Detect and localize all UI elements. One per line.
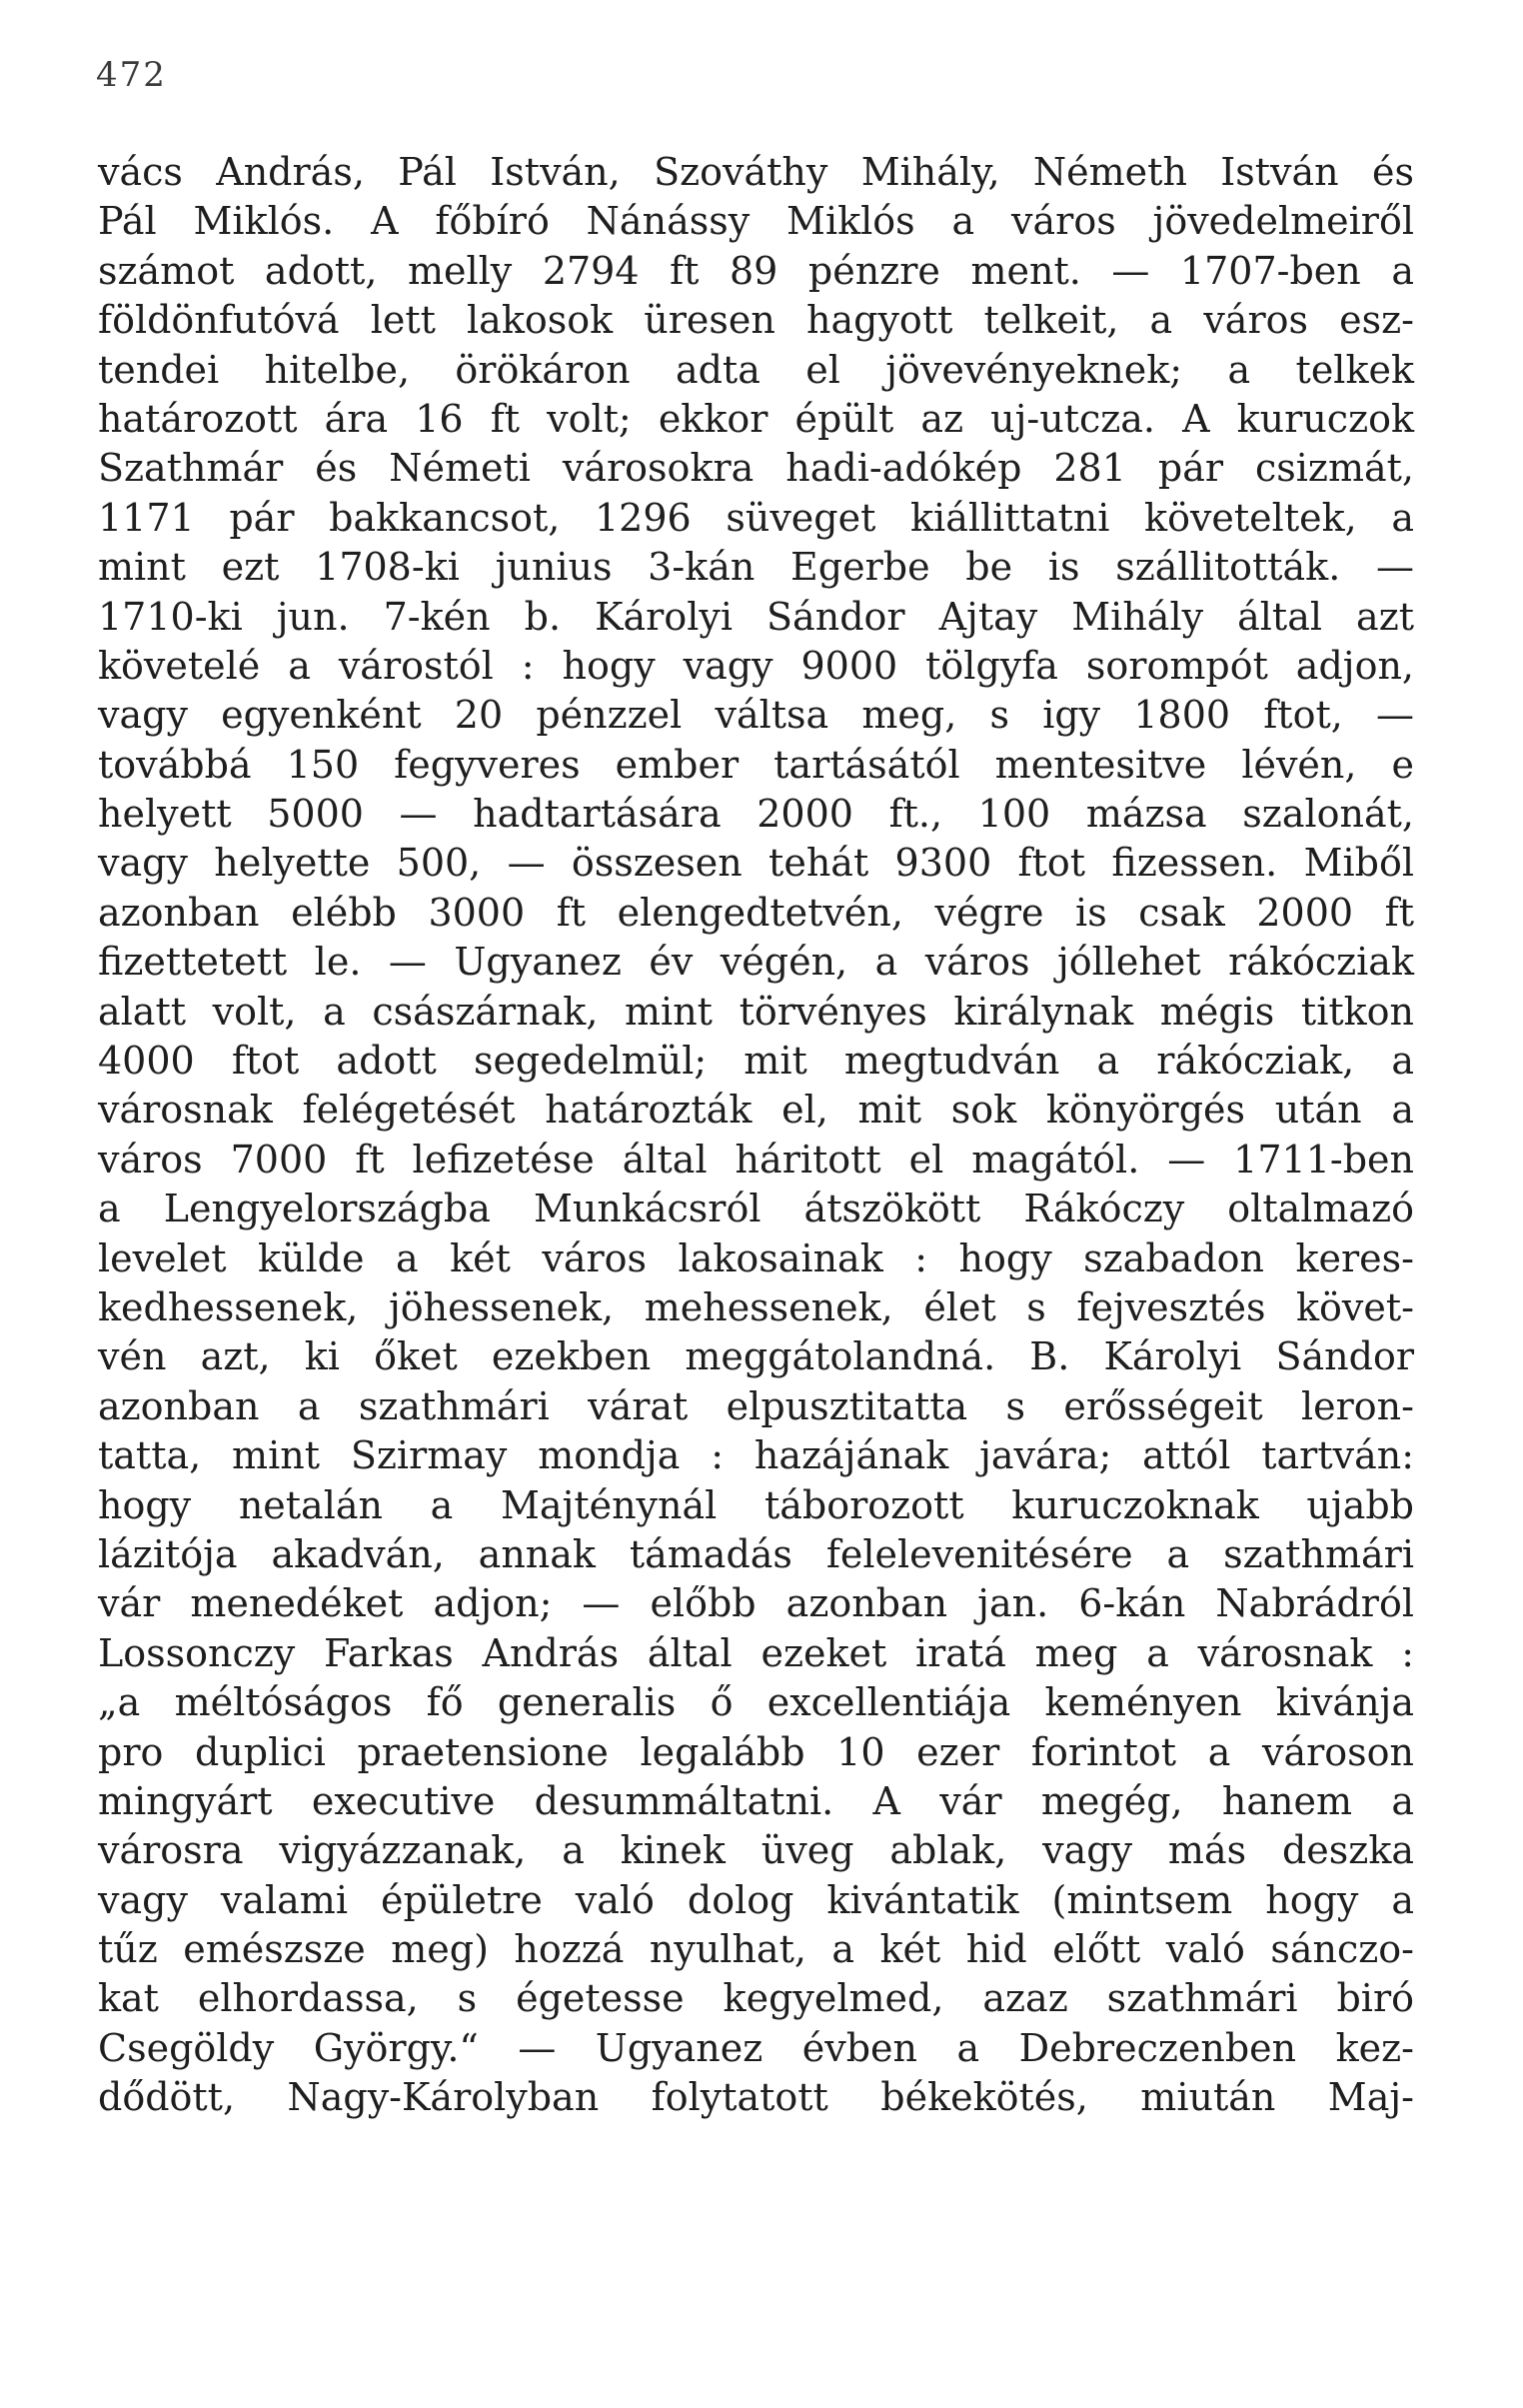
text-line: „a méltóságos fő generalis ő excellentiája keményen kivánja [98, 1680, 1414, 1725]
text-line: vár menedéket adjon; — előbb azonban jan. 6-kán Nabrádról [98, 1581, 1414, 1626]
text-line: pro duplici praetensione legalább 10 ezer forintot a városon [98, 1729, 1414, 1774]
text-line: határozott ára 16 ft volt; ekkor épült az uj-utcza. A kuruczok [98, 396, 1414, 441]
text-line: azonban a szathmári várat elpusztitatta s erősségeit leron- [98, 1383, 1414, 1428]
text-line: követelé a várostól : hogy vagy 9000 tölgyfa sorompót adjon, [98, 643, 1414, 688]
text-line: tendei hitelbe, örökáron adta el jövevényeknek; a telkek [98, 347, 1414, 392]
text-line: levelet külde a két város lakosainak : hogy szabadon keres- [98, 1235, 1414, 1280]
text-line: 1171 pár bakkancsot, 1296 süveget kiállittatni követeltek, a [98, 495, 1414, 540]
text-line: vács András, Pál István, Szováthy Mihály, Németh István és [98, 150, 1414, 194]
text-line: Szathmár és Németi városokra hadi-adókép 281 pár csizmát, [98, 446, 1414, 491]
text-line: 1710-ki jun. 7-kén b. Károlyi Sándor Ajtay Mihály által azt [98, 594, 1414, 639]
page-number: 472 [96, 55, 167, 95]
text-line: fizettetett le. — Ugyanez év végén, a város jóllehet rákócziak [98, 940, 1414, 985]
text-line: mint ezt 1708-ki junius 3-kán Egerbe be is szállitották. — [98, 545, 1414, 590]
text-line: város 7000 ft lefizetése által háritott el magától. — 1711-ben [98, 1137, 1414, 1182]
text-line: vagy valami épületre való dolog kivántatik (mintsem hogy a [98, 1877, 1414, 1922]
text-line: tűz emészsze meg) hozzá nyulhat, a két hid előtt való sánczo- [98, 1927, 1414, 1972]
text-line: helyett 5000 — hadtartására 2000 ft., 100 mázsa szalonát, [98, 792, 1414, 837]
text-line: földönfutóvá lett lakosok üresen hagyott telkeit, a város esz- [98, 298, 1414, 343]
text-line: 4000 ftot adott segedelmül; mit megtudván a rákócziak, a [98, 1039, 1414, 1084]
text-line: kedhessenek, jöhessenek, mehessenek, élet s fejvesztés követ- [98, 1284, 1414, 1329]
text-line: tatta, mint Szirmay mondja : hazájának javára; attól tartván: [98, 1433, 1414, 1478]
text-line: vén azt, ki őket ezekben meggátolandná. B. Károlyi Sándor [98, 1334, 1414, 1379]
text-line: Pál Miklós. A főbíró Nánássy Miklós a város jövedelmeiről [98, 199, 1414, 244]
text-line: dődött, Nagy-Károlyban folytatott békekötés, miután Maj- [98, 2075, 1414, 2120]
text-line: számot adott, melly 2794 ft 89 pénzre ment. — 1707-ben a [98, 248, 1414, 293]
text-line: hogy netalán a Majténynál táborozott kuruczoknak ujabb [98, 1482, 1414, 1527]
text-line: vagy egyenként 20 pénzzel váltsa meg, s igy 1800 ftot, — [98, 693, 1414, 738]
text-line: alatt volt, a császárnak, mint törvényes királynak mégis titkon [98, 989, 1414, 1034]
body-text [98, 148, 1414, 2123]
text-line: Lossonczy Farkas András által ezeket iratá meg a városnak : [98, 1630, 1414, 1675]
text-line: lázitója akadván, annak támadás felelevenitésére a szathmári [98, 1531, 1414, 1576]
text-line: azonban elébb 3000 ft elengedtetvén, végre is csak 2000 ft [98, 890, 1414, 935]
text-line: mingyárt executive desummáltatni. A vár megég, hanem a [98, 1778, 1414, 1823]
text-line: városnak felégetését határozták el, mit sok könyörgés után a [98, 1088, 1414, 1133]
text-line: továbbá 150 fegyveres ember tartásától mentesitve lévén, e [98, 742, 1414, 787]
text-line: városra vigyázzanak, a kinek üveg ablak, vagy más deszka [98, 1828, 1414, 1873]
text-line: vagy helyette 500, — összesen tehát 9300 ftot fizessen. Miből [98, 841, 1414, 886]
text-line: Csegöldy György.“ — Ugyanez évben a Debreczenben kez- [98, 2025, 1414, 2070]
text-line: kat elhordassa, s égetesse kegyelmed, azaz szathmári biró [98, 1976, 1414, 2021]
text-line: a Lengyelországba Munkácsról átszökött Rákóczy oltalmazó [98, 1187, 1414, 1231]
